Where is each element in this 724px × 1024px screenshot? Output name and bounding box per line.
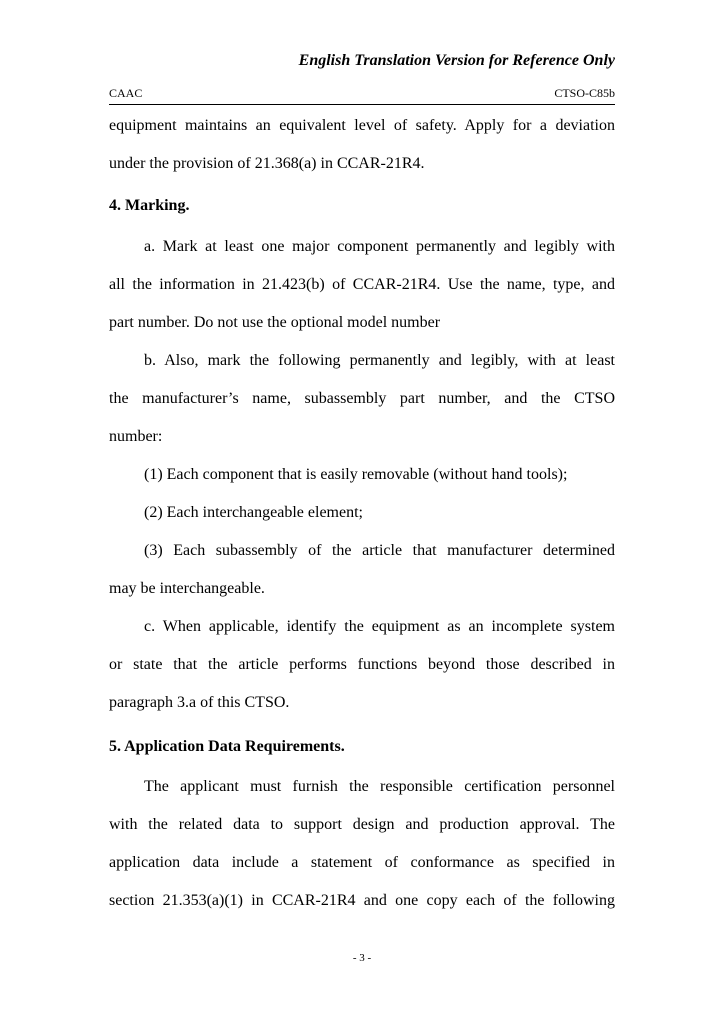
list-item: (3) Each subassembly of the article that manufacturer determined xyxy=(144,542,615,559)
body-line: The applicant must furnish the responsible certification personnel xyxy=(144,778,615,795)
list-item: (2) Each interchangeable element; xyxy=(144,504,363,521)
body-line: the manufacturer’s name, subassembly part number, and the CTSO xyxy=(109,390,615,407)
body-line: equipment maintains an equivalent level of safety. Apply for a deviation xyxy=(109,117,615,134)
body-line: number: xyxy=(109,428,163,445)
body-line: may be interchangeable. xyxy=(109,580,265,597)
section-heading-application-data: 5. Application Data Requirements. xyxy=(109,738,345,755)
body-line: paragraph 3.a of this CTSO. xyxy=(109,694,290,711)
body-line: with the related data to support design and production approval. The xyxy=(109,816,615,833)
body-line: b. Also, mark the following permanently and legibly, with at least xyxy=(144,352,615,369)
list-item: (1) Each component that is easily removable (without hand tools); xyxy=(144,466,568,483)
section-heading-marking: 4. Marking. xyxy=(109,197,190,214)
body-line: or state that the article performs functions beyond those described in xyxy=(109,656,615,673)
page-number: - 3 - xyxy=(352,952,372,964)
header-agency: CAAC xyxy=(109,86,143,100)
body-line: all the information in 21.423(b) of CCAR-21R4. Use the name, type, and xyxy=(109,276,615,293)
header-document-id: CTSO-C85b xyxy=(554,86,615,100)
body-line: section 21.353(a)(1) in CCAR-21R4 and one copy each of the following xyxy=(109,892,615,909)
body-line: a. Mark at least one major component permanently and legibly with xyxy=(144,238,615,255)
running-header xyxy=(109,86,615,105)
body-line: under the provision of 21.368(a) in CCAR-21R4. xyxy=(109,155,425,172)
body-line: application data include a statement of conformance as specified in xyxy=(109,854,615,871)
body-line: c. When applicable, identify the equipment as an incomplete system xyxy=(144,618,615,635)
body-line: part number. Do not use the optional model number xyxy=(109,314,441,331)
translation-banner: English Translation Version for Reference Only xyxy=(298,52,615,69)
